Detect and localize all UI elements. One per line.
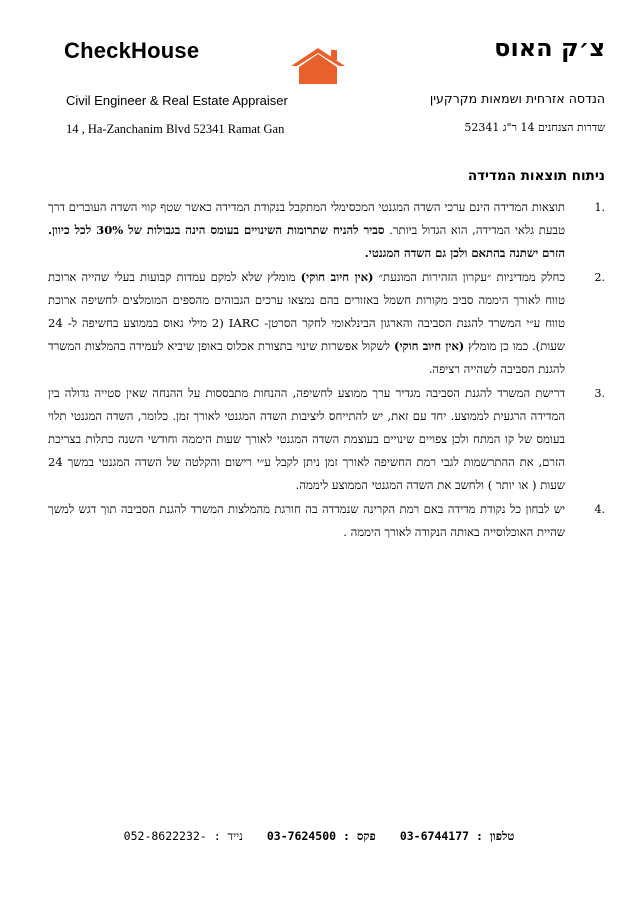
phone-number: טלפון : 03-6744177 — [399, 829, 515, 843]
list-item — [48, 196, 605, 266]
fax-number: פקס : 03-7624500 — [266, 829, 376, 843]
item-number: 4. — [594, 502, 605, 516]
list-item — [48, 266, 605, 382]
brand-name-hebrew: צ׳ק האוס — [494, 34, 605, 62]
item-number: 1. — [594, 201, 605, 214]
item-text: דרישת המשרד להגנת הסביבה מגדיר ערך ממוצע לחשיפה, ההנחות מתבססות על ההנחה שאין סטייה גדולה בין המדידה הרגעית לממוצע. יחד עם זאת, יש להתייחס ליציבות השדה המגנטי לאורך זמן. כלומר, השדה המגנטי תלוי בעומס של קו המתח ולכן צפויים שינויים בעוצמת השדה המגנטי לאורך שעות היממה וחודשי השנה כתלות בצריכת הזרם, את ההתרשמות לגבי רמת החשיפה לאורך זמן ניתן לקבל ע״י רישום והקלטה של השדה המגנטי במשך 24 שעות ( או יותר ) ולחשב את השדה המגנטי הממוצע ליממה. — [48, 385, 565, 493]
item-bold-text: (אין חיוב חוקי) — [300, 269, 374, 284]
item-text: יש לבחון כל נקודת מדידה באם רמת הקרינה שנמדדה בה חורגת מהמלצות המשרד להגנת הסביבה תוך דגש למשך שהיית האוכלוסייה באותה הנקודה לאורך היממה . — [48, 501, 565, 539]
list-item — [48, 498, 605, 544]
house-logo-icon — [287, 46, 349, 86]
contact-footer — [0, 829, 638, 843]
item-text: לשקול אפשרות שינוי בתצורת אכלוס באופן שיביא לעמידה בהמלצות המשרד להגנת הסביבה לשהייה רציפה. — [48, 339, 565, 377]
subtitle-english: Civil Engineer & Real Estate Appraiser — [66, 93, 288, 108]
item-text: תוצאות המדידה הינם ערכי השדה המגנטי המכסימלי המתקבל בנקודת המדידה כאשר שטף קווי השדה העוברים דרך טבעת גלאי המדידה, הוא הגדול ביותר. — [48, 200, 565, 238]
mobile-number: נייד : -052-8622232 — [123, 829, 243, 843]
item-number: 3. — [594, 386, 605, 400]
subtitle-hebrew: הנדסה אזרחית ושמאות מקרקעין — [429, 91, 605, 106]
section-title: ניתוח תוצאות המדידה — [467, 168, 605, 184]
list-item — [48, 382, 605, 498]
item-number: 2. — [594, 270, 605, 284]
item-bold-text: (אין חיוב חוקי) — [393, 339, 465, 354]
findings-list — [48, 196, 605, 544]
item-text: מומלץ שלא למקם עמדות קבועות בעלי שהייה ארוכת טווח לאורך היממה סביב מקורות חשמל באזורים בהם נמצאו ערכים הגבוהים מהספים המומלצים לחשיפה ארוכת טווח ע״י המשרד להגנת הסביבה והארגון הבינלאומי לחקר הסרטן- IARC (2 מילי גאוס בממוצע בחשיפה ל- 24 שעות). כמו כן מומלץ — [48, 269, 565, 354]
item-text: כחלק ממדיניות ״עקרון הזהירות המונעת״ — [373, 269, 566, 284]
brand-name-english: CheckHouse — [64, 38, 200, 63]
address-english: 14 , Ha-Zanchanim Blvd 52341 Ramat Gan — [66, 122, 285, 136]
address-hebrew: שדרות הצנחנים 14 ר"ג 52341 — [464, 121, 605, 134]
item-bold-text: סביר להניח שתרומות השינויים בעומס הינה בגבולות של 30% לכל כיוון. הזרם ישתנה בהתאם ולכן גם השדה המגנטי. — [48, 223, 565, 261]
